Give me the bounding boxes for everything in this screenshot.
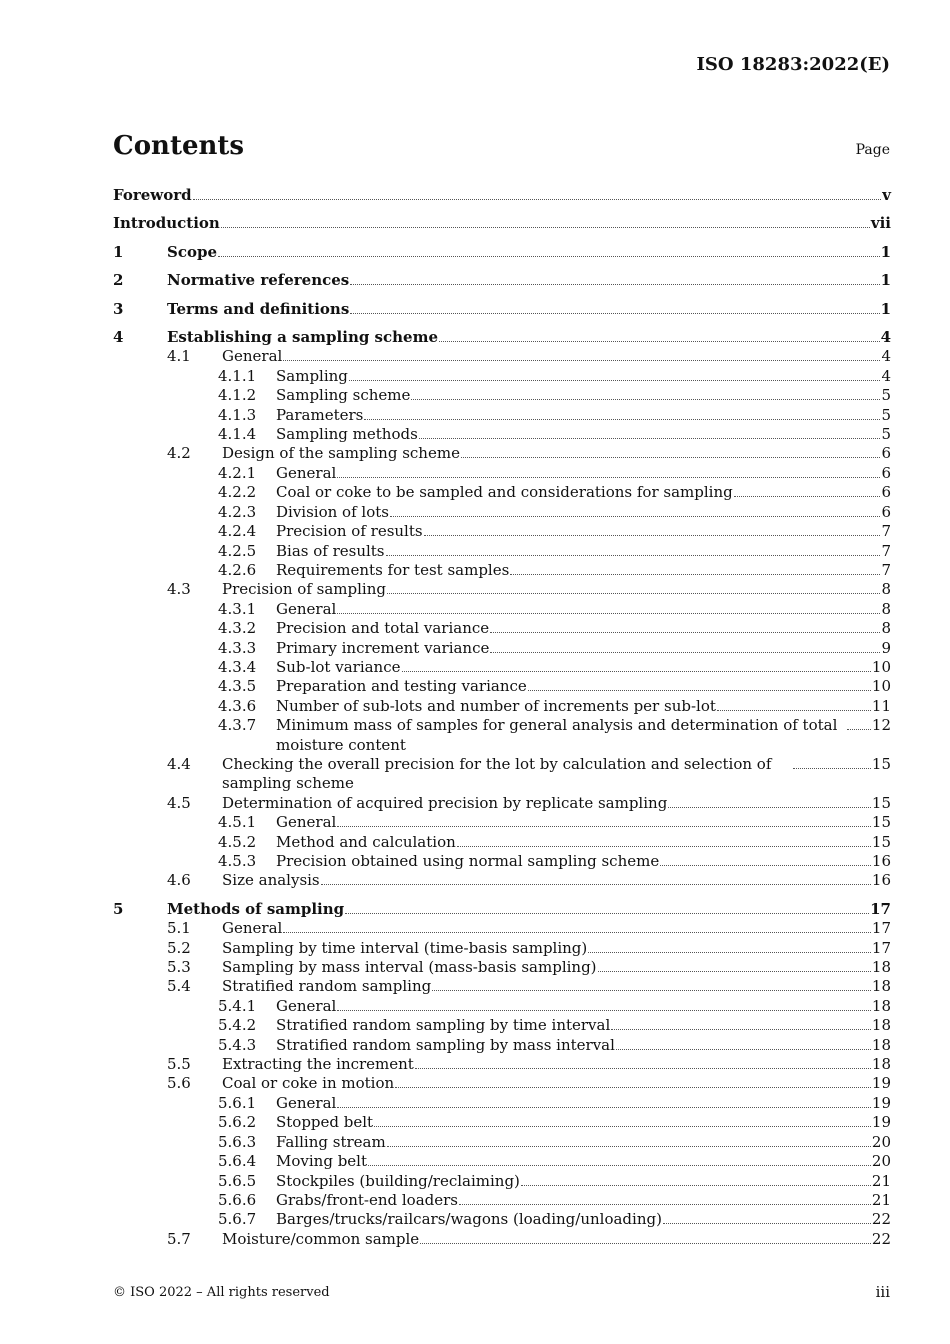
dot-leader (668, 807, 871, 808)
toc-entry-page: 18 (871, 996, 891, 1015)
toc-entry[interactable] (113, 919, 891, 938)
toc-entry-page: 8 (881, 599, 891, 618)
toc-entry[interactable] (113, 639, 891, 658)
toc-entry-page: 22 (871, 1210, 891, 1229)
toc-entry-page: 21 (871, 1171, 891, 1190)
toc-entry[interactable] (113, 522, 891, 541)
page-column-label: Page (855, 142, 890, 158)
toc-entry[interactable] (113, 406, 891, 425)
dot-leader (337, 1010, 871, 1011)
toc-entry-number: 4.3.7 (218, 716, 257, 735)
toc-entry-number: 4.5.1 (218, 813, 257, 832)
toc-entry-number: 4.2.5 (218, 541, 257, 560)
toc-entry-title: Preparation and testing variance (276, 677, 527, 696)
toc-entry-number: 3 (113, 299, 124, 318)
toc-entry[interactable] (113, 794, 891, 813)
toc-entry-title: Moisture/common sample (222, 1229, 420, 1248)
dot-leader (420, 1243, 871, 1244)
dot-leader (663, 1223, 871, 1224)
dot-leader (350, 313, 879, 314)
dot-leader (490, 632, 880, 633)
toc-entry-title: General (222, 919, 283, 938)
toc-entry[interactable] (113, 939, 891, 958)
toc-entry-title: Extracting the increment (222, 1055, 414, 1074)
toc-entry-title: Sub-lot variance (276, 657, 401, 676)
toc-entry-page: 16 (871, 871, 891, 890)
toc-entry-page: 15 (871, 754, 891, 773)
toc-entry-page: 6 (881, 463, 891, 482)
toc-entry-number: 5.6.4 (218, 1152, 257, 1171)
toc-entry-number: 4.3.4 (218, 657, 257, 676)
dot-leader (461, 457, 881, 458)
dot-leader (424, 535, 881, 536)
toc-entry-number: 5.4.1 (218, 996, 257, 1015)
toc-entry[interactable] (113, 1230, 891, 1249)
dot-leader (459, 1204, 871, 1205)
dot-leader (432, 990, 871, 991)
toc-entry[interactable] (113, 619, 891, 638)
toc-entry-title: Foreword (113, 186, 192, 204)
toc-entry-title: Requirements for test samples (276, 560, 510, 579)
toc-entry-page: 1 (880, 242, 891, 261)
toc-entry-page: 4 (881, 347, 891, 366)
toc-entry-number: 4.2.1 (218, 463, 257, 482)
toc-entry-title: Parameters (276, 405, 364, 424)
toc-entry-page: 4 (881, 366, 891, 385)
toc-entry[interactable] (113, 483, 891, 502)
toc-entry-number: 5 (113, 899, 124, 918)
page-number: iii (875, 1283, 890, 1301)
toc-entry-number: 5.4.3 (218, 1035, 257, 1054)
toc-entry-number: 5.6 (167, 1074, 191, 1093)
dot-leader (717, 710, 871, 711)
toc-entry-title: Precision of results (276, 522, 423, 541)
toc-entry-number: 5.5 (167, 1055, 191, 1074)
toc-entry[interactable] (113, 977, 891, 996)
toc-entry[interactable] (113, 997, 891, 1016)
toc-entry-title: Determination of acquired precision by replicate sampling (222, 793, 668, 812)
toc-entry[interactable] (113, 425, 891, 444)
toc-entry-page: 6 (881, 444, 891, 463)
contents-title: Contents (113, 131, 245, 161)
toc-entry-page: 5 (881, 405, 891, 424)
dot-leader (349, 380, 881, 381)
toc-entry-title: Design of the sampling scheme (222, 444, 460, 463)
toc-entry-page: 5 (881, 425, 891, 444)
toc-entry-page: 19 (871, 1074, 891, 1093)
dot-leader (457, 846, 871, 847)
toc-entry-number: 4.6 (167, 871, 191, 890)
toc-entry-number: 5.7 (167, 1229, 191, 1248)
toc-entry-title: Sampling methods (276, 425, 418, 444)
toc-entry[interactable] (113, 871, 891, 890)
dot-leader (793, 768, 871, 769)
toc-entry-title: Size analysis (222, 871, 320, 890)
dot-leader (337, 826, 871, 827)
toc-entry-number: 1 (113, 242, 124, 261)
toc-entry[interactable] (113, 464, 891, 483)
toc-entry-title: Number of sub-lots and number of increments per sub-lot (276, 696, 716, 715)
toc-entry[interactable] (113, 1074, 891, 1093)
toc-entry-title: Scope (167, 242, 218, 261)
dot-leader (616, 1049, 871, 1050)
toc-entry-page: 1 (880, 271, 891, 290)
toc-entry-title: Primary increment variance (276, 638, 490, 657)
toc-entry-title: Precision and total variance (276, 619, 490, 638)
toc-entry-number: 4.5.2 (218, 832, 257, 851)
toc-entry-title: Stopped belt (276, 1113, 374, 1132)
toc-entry-title: Sampling by mass interval (mass-basis sampling) (222, 958, 597, 977)
toc-entry-title: Normative references (167, 271, 350, 290)
toc-entry-number: 4.3.5 (218, 677, 257, 696)
toc-entry-page: 19 (871, 1093, 891, 1112)
toc-entry-page: 10 (871, 677, 891, 696)
dot-leader (374, 1126, 871, 1127)
dot-leader (598, 971, 871, 972)
toc-entry-page: 7 (881, 541, 891, 560)
toc-entry[interactable] (113, 347, 891, 366)
toc-entry-title: Moving belt (276, 1152, 367, 1171)
toc-entry-page: 9 (881, 638, 891, 657)
dot-leader (337, 1107, 871, 1108)
dot-leader (221, 227, 870, 228)
toc-entry-number: 4.1.2 (218, 386, 257, 405)
toc-entry-number: 4.1.3 (218, 405, 257, 424)
toc-entry-number: 5.6.5 (218, 1171, 257, 1190)
toc-entry-title: Minimum mass of samples for general analysis and determination of total moisture content (276, 716, 838, 754)
toc-entry-page: 11 (871, 696, 891, 715)
toc-entry-number: 5.6.1 (218, 1093, 257, 1112)
toc-entry-page: 21 (871, 1190, 891, 1209)
toc-entry-number: 5.4 (167, 977, 191, 996)
toc-entry-number: 5.2 (167, 938, 191, 957)
toc-entry-title: General (276, 463, 337, 482)
toc-entry-title: Methods of sampling (167, 899, 345, 918)
toc-entry-title: General (276, 1093, 337, 1112)
toc-entry-page: 6 (881, 483, 891, 502)
dot-leader (364, 419, 880, 420)
toc-entry-number: 4.2.6 (218, 560, 257, 579)
toc-entry-page: 19 (871, 1113, 891, 1132)
toc-entry[interactable] (113, 852, 891, 871)
toc-entry-title: Division of lots (276, 502, 389, 521)
dot-leader (386, 555, 881, 556)
dot-leader (321, 884, 871, 885)
toc-entry-number: 4.2.2 (218, 483, 257, 502)
toc-entry-page: 16 (871, 852, 891, 870)
toc-entry-page: 17 (871, 938, 891, 957)
toc-entry-number: 4.3.6 (218, 696, 257, 715)
toc-entry-title: Falling stream (276, 1132, 386, 1151)
toc-entry-title: Bias of results (276, 541, 385, 560)
toc-entry-title: General (276, 599, 337, 618)
dot-leader (193, 199, 882, 200)
toc-entry[interactable] (113, 542, 891, 561)
toc-entry[interactable] (113, 234, 891, 262)
toc-entry-title: Sampling (276, 366, 348, 385)
dot-leader (283, 932, 871, 933)
toc-entry-page: 22 (871, 1229, 891, 1248)
toc-entry-page: 5 (881, 386, 891, 405)
toc-entry-number: 4.3.2 (218, 619, 257, 638)
dot-leader (283, 360, 880, 361)
toc-entry-page: 18 (871, 958, 891, 977)
toc-entry-number: 4.1.1 (218, 366, 257, 385)
toc-entry-number: 4.3.3 (218, 638, 257, 657)
toc-entry[interactable] (113, 1191, 891, 1210)
document-id: ISO 18283:2022(E) (696, 54, 890, 75)
toc-entry[interactable] (113, 891, 891, 919)
toc-entry-number: 4.3.1 (218, 599, 257, 618)
dot-leader (611, 1029, 871, 1030)
toc-entry[interactable] (113, 580, 891, 599)
toc-entry[interactable] (113, 833, 891, 852)
toc-entry[interactable] (113, 677, 891, 696)
dot-leader (350, 284, 879, 285)
toc-entry[interactable] (113, 958, 891, 977)
toc-entry[interactable] (113, 503, 891, 522)
toc-entry[interactable] (113, 1094, 891, 1113)
toc-entry-number: 5.6.3 (218, 1132, 257, 1151)
toc-entry[interactable] (113, 1152, 891, 1171)
toc-entry-number: 4.4 (167, 754, 191, 773)
toc-entry-title: Grabs/front-end loaders (276, 1190, 458, 1209)
dot-leader (390, 516, 880, 517)
toc-entry-title: Sampling scheme (276, 386, 411, 405)
toc-entry-number: 4 (113, 328, 124, 347)
toc-entry-title: General (222, 347, 283, 366)
dot-leader (660, 865, 871, 866)
dot-leader (415, 1068, 871, 1069)
toc-entry[interactable] (113, 262, 891, 290)
dot-leader (521, 1185, 871, 1186)
toc-entry-title: Stratified random sampling by time interval (276, 1016, 611, 1035)
toc-entry[interactable] (113, 716, 891, 755)
dot-leader (490, 652, 880, 653)
toc-entry[interactable] (113, 205, 891, 233)
toc-entry-number: 5.3 (167, 958, 191, 977)
toc-entry[interactable] (113, 561, 891, 580)
dot-leader (387, 1146, 871, 1147)
toc-entry-title: Sampling by time interval (time-basis sampling) (222, 938, 588, 957)
dot-leader (510, 574, 880, 575)
toc-entry-title: Checking the overall precision for the lot by calculation and selection of sampling scheme (222, 754, 772, 793)
toc-entry-page: 20 (871, 1152, 891, 1171)
toc-entry-number: 4.2.3 (218, 502, 257, 521)
toc-entry-title: Coal or coke in motion (222, 1074, 395, 1093)
toc-entry-title: Establishing a sampling scheme (167, 328, 438, 347)
copyright-notice: © ISO 2022 – All rights reserved (113, 1285, 330, 1300)
toc-entry-title: Coal or coke to be sampled and considerations for sampling (276, 483, 733, 502)
toc-entry[interactable] (113, 1133, 891, 1152)
toc-entry-page: 4 (880, 328, 891, 347)
dot-leader (734, 496, 881, 497)
toc-entry-page: 6 (881, 502, 891, 521)
dot-leader (368, 1165, 871, 1166)
toc-entry[interactable] (113, 755, 891, 794)
toc-entry[interactable] (113, 813, 891, 832)
toc-entry-page: 12 (871, 716, 891, 735)
toc-entry-title: Stratified random sampling (222, 977, 432, 996)
toc-entry-page: 18 (871, 1016, 891, 1035)
toc-entry[interactable] (113, 1036, 891, 1055)
toc-entry-number: 5.6.2 (218, 1113, 257, 1132)
toc-entry[interactable] (113, 600, 891, 619)
toc-entry[interactable] (113, 367, 891, 386)
toc-entry[interactable] (113, 1113, 891, 1132)
toc-entry-number: 4.5.3 (218, 852, 257, 870)
toc-entry-title: Barges/trucks/railcars/wagons (loading/unloading) (276, 1210, 662, 1229)
toc-entry-number: 4.2.4 (218, 522, 257, 541)
toc-entry-page: 1 (880, 299, 891, 318)
toc-entry-title: General (276, 813, 337, 832)
dot-leader (528, 690, 871, 691)
toc-entry-title: Stratified random sampling by mass interval (276, 1035, 615, 1054)
toc-entry-page: 15 (871, 813, 891, 832)
toc-entry[interactable] (113, 186, 891, 205)
dot-leader (387, 593, 880, 594)
toc-entry-title: Precision of sampling (222, 580, 386, 599)
dot-leader (395, 1087, 871, 1088)
dot-leader (345, 913, 869, 914)
toc-entry-number: 4.5 (167, 793, 191, 812)
toc-entry-page: 10 (871, 657, 891, 676)
toc-entry-page: 17 (870, 899, 891, 918)
toc-entry-title: Terms and definitions (167, 299, 350, 318)
toc-entry-number: 4.2 (167, 444, 191, 463)
toc-entry[interactable] (113, 291, 891, 319)
toc-entry-page: 7 (881, 560, 891, 579)
toc-entry-title: General (276, 996, 337, 1015)
toc-entry-page: 18 (871, 1035, 891, 1054)
dot-leader (419, 438, 881, 439)
toc-entry-page: 8 (881, 580, 891, 599)
toc-entry-page: 20 (871, 1132, 891, 1151)
toc-entry[interactable] (113, 319, 891, 347)
toc-entry-number: 4.1 (167, 347, 191, 366)
table-of-contents (113, 186, 891, 1249)
toc-entry-number: 4.1.4 (218, 425, 257, 444)
toc-entry-title: Introduction (113, 214, 220, 233)
toc-entry-page: 18 (871, 1055, 891, 1074)
toc-entry-number: 5.6.6 (218, 1190, 257, 1209)
dot-leader (337, 613, 880, 614)
dot-leader (411, 399, 880, 400)
toc-entry[interactable] (113, 1055, 891, 1074)
toc-entry[interactable] (113, 1016, 891, 1035)
toc-entry-page: 15 (871, 793, 891, 812)
toc-entry-number: 2 (113, 271, 124, 290)
toc-entry-page: 18 (871, 977, 891, 996)
toc-entry[interactable] (113, 1210, 891, 1229)
toc-entry-number: 4.3 (167, 580, 191, 599)
toc-entry-number: 5.1 (167, 919, 191, 938)
toc-entry-title: Method and calculation (276, 832, 456, 851)
dot-leader (337, 477, 880, 478)
toc-entry-number: 5.4.2 (218, 1016, 257, 1035)
toc-entry-number: 5.6.7 (218, 1210, 257, 1229)
toc-entry-page: vii (870, 214, 891, 233)
toc-entry-page: 17 (871, 919, 891, 938)
toc-entry[interactable] (113, 444, 891, 463)
toc-entry-page: 8 (881, 619, 891, 638)
dot-leader (588, 952, 871, 953)
toc-entry-page: 15 (871, 832, 891, 851)
toc-entry[interactable] (113, 386, 891, 405)
dot-leader (402, 671, 871, 672)
dot-leader (218, 256, 880, 257)
toc-entry-title: Precision obtained using normal sampling scheme (276, 852, 660, 870)
toc-entry[interactable] (113, 697, 891, 716)
toc-entry[interactable] (113, 658, 891, 677)
toc-entry-page: 7 (881, 522, 891, 541)
toc-entry[interactable] (113, 1172, 891, 1191)
dot-leader (847, 729, 871, 730)
toc-entry-page: v (882, 186, 891, 204)
toc-entry-title: Stockpiles (building/reclaiming) (276, 1171, 520, 1190)
dot-leader (439, 341, 880, 342)
